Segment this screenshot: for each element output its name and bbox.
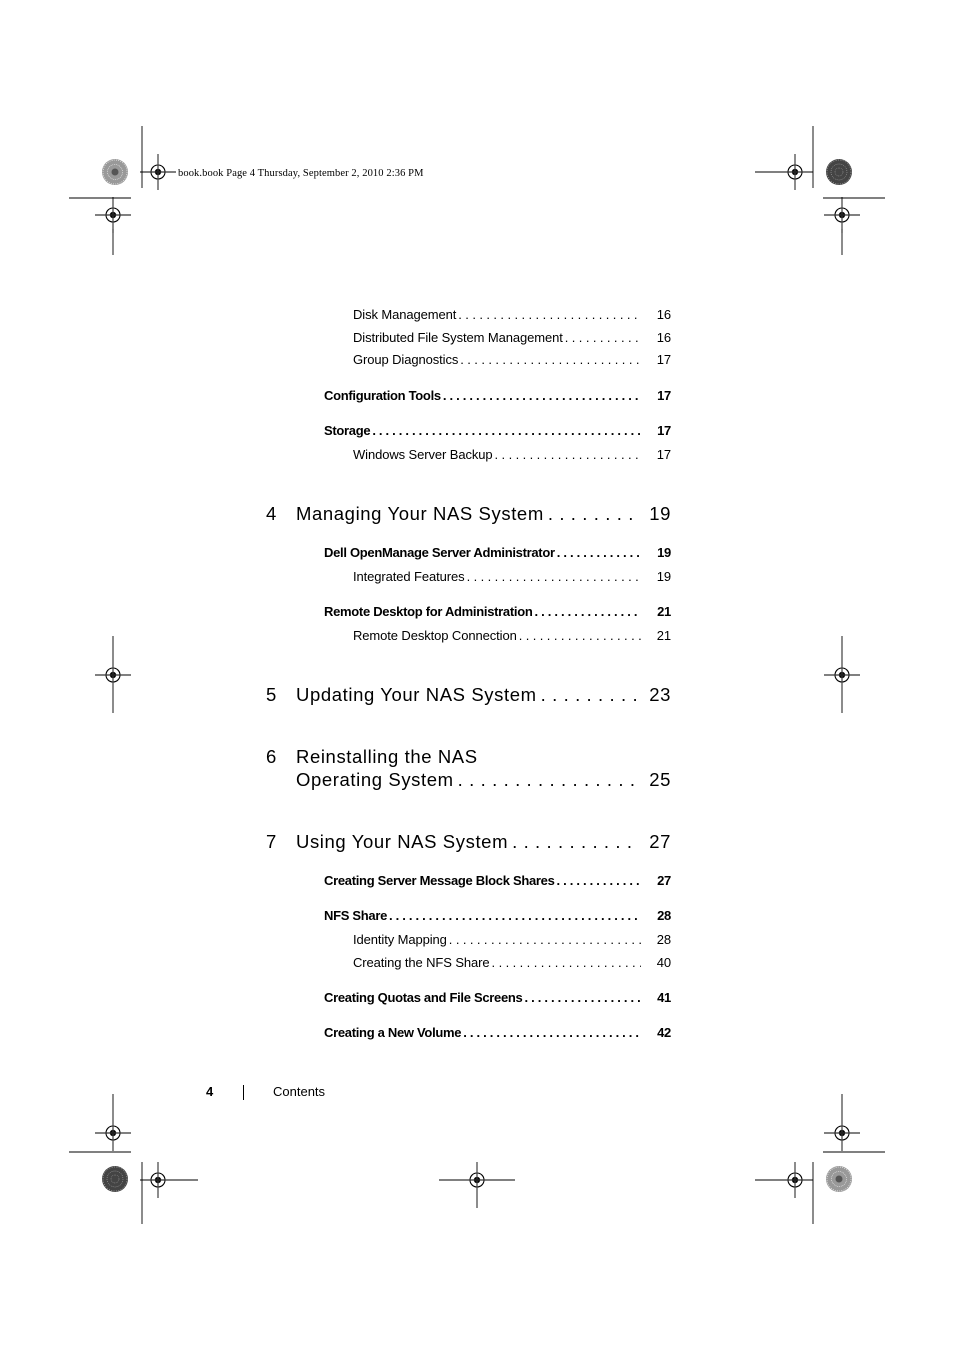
chapter-page: 25 <box>649 769 671 790</box>
dot-leader <box>557 873 641 888</box>
registration-mark-icon <box>95 197 131 233</box>
star-target-icon <box>102 159 128 185</box>
toc-entry-page: 42 <box>657 1025 671 1040</box>
toc-entry-page: 28 <box>656 932 671 947</box>
registration-mark-icon <box>95 657 131 693</box>
toc-chapter-5[interactable] <box>266 684 671 706</box>
toc-chapter-6[interactable] <box>296 769 671 791</box>
toc-entry-page: 28 <box>657 908 671 923</box>
dot-leader <box>449 932 641 947</box>
chapter-title-line1[interactable]: Reinstalling the NAS <box>296 746 478 767</box>
dot-leader <box>492 955 641 970</box>
registration-mark-icon <box>824 197 860 233</box>
toc-entry-title: Creating a New Volume <box>324 1025 462 1040</box>
dot-leader <box>372 423 641 438</box>
dot-leader <box>443 388 641 403</box>
registration-mark-icon <box>95 1115 131 1151</box>
toc-entry-title: Storage <box>324 423 371 438</box>
dot-leader <box>458 769 637 791</box>
chapter-title: Updating Your NAS System <box>296 684 537 705</box>
toc-entry-title: Identity Mapping <box>353 932 447 947</box>
dot-leader <box>534 604 641 619</box>
toc-section-storage[interactable] <box>324 423 671 438</box>
chapter-number: 4 <box>266 503 277 524</box>
dot-leader <box>524 990 641 1005</box>
chapter-page: 23 <box>649 684 671 705</box>
toc-entry-page: 21 <box>656 628 671 643</box>
toc-entry-page: 40 <box>656 955 671 970</box>
toc-section-creating-new-volume[interactable] <box>324 1025 671 1040</box>
toc-entry-title: Windows Server Backup <box>353 447 493 462</box>
toc-entry-page: 17 <box>656 352 671 367</box>
toc-entry-page: 27 <box>657 873 671 888</box>
dot-leader <box>460 352 641 367</box>
crop-mark-top-left <box>69 126 142 198</box>
registration-mark-icon <box>824 1115 860 1151</box>
toc-section-creating-quotas[interactable] <box>324 990 671 1005</box>
dot-leader <box>458 307 641 322</box>
star-target-icon <box>826 1166 852 1192</box>
toc-entry-title: Creating the NFS Share <box>353 955 490 970</box>
toc-entry-title: Configuration Tools <box>324 388 441 403</box>
registration-mark-icon <box>777 154 813 190</box>
dot-leader <box>463 1025 641 1040</box>
toc-section-creating-smb-shares[interactable] <box>324 873 671 888</box>
toc-entry-title: Integrated Features <box>353 569 465 584</box>
toc-entry-title: Dell OpenManage Server Administrator <box>324 545 555 560</box>
dot-leader <box>512 831 637 853</box>
toc-entry-page: 16 <box>656 307 671 322</box>
dot-leader <box>541 684 637 706</box>
registration-mark-icon <box>777 1162 813 1198</box>
chapter-title: Using Your NAS System <box>296 831 509 852</box>
toc-section-nfs-share[interactable] <box>324 908 671 923</box>
toc-chapter-4[interactable] <box>266 503 671 525</box>
chapter-title-line2: Operating System <box>296 769 454 790</box>
toc-entry-dfs-management[interactable] <box>353 330 671 345</box>
toc-entry-page: 41 <box>657 990 671 1005</box>
toc-section-configuration-tools[interactable] <box>324 388 671 403</box>
toc-entry-title: Distributed File System Management <box>353 330 563 345</box>
dot-leader <box>565 330 641 345</box>
footer-page-number: 4 <box>206 1084 214 1099</box>
crop-mark-top-right <box>813 126 885 198</box>
toc-entry-title: Remote Desktop for Administration <box>324 604 533 619</box>
registration-mark-icon <box>140 154 176 190</box>
chapter-page: 27 <box>649 831 671 852</box>
dot-leader <box>557 545 641 560</box>
toc-entry-page: 16 <box>656 330 671 345</box>
toc-entry-identity-mapping[interactable] <box>353 932 671 947</box>
star-target-icon <box>826 159 852 185</box>
print-slug: book.book Page 4 Thursday, September 2, 2010 2:36 PM <box>178 168 424 179</box>
toc-entry-title: Creating Quotas and File Screens <box>324 990 523 1005</box>
toc-entry-page: 17 <box>656 447 671 462</box>
toc-entry-page: 17 <box>657 388 671 403</box>
toc-entry-title: Remote Desktop Connection <box>353 628 517 643</box>
toc-chapter-7[interactable] <box>266 831 671 853</box>
toc-entry-page: 19 <box>657 545 671 560</box>
toc-entry-page: 19 <box>656 569 671 584</box>
chapter-number: 6 <box>266 746 277 767</box>
toc-entry-page: 21 <box>657 604 671 619</box>
registration-mark-icon <box>140 1162 176 1198</box>
toc-entry-disk-management[interactable] <box>353 307 671 322</box>
toc-entry-title: Creating Server Message Block Shares <box>324 873 555 888</box>
star-target-icon <box>102 1166 128 1192</box>
crop-mark-bottom-left <box>69 1152 142 1224</box>
dot-leader <box>548 503 637 525</box>
toc-section-remote-desktop-admin[interactable] <box>324 604 671 619</box>
toc-section-dell-openmanage[interactable] <box>324 545 671 560</box>
dot-leader <box>519 628 641 643</box>
toc-entry-title: Disk Management <box>353 307 457 322</box>
toc-entry-windows-server-backup[interactable] <box>353 447 671 462</box>
dot-leader <box>389 908 641 923</box>
toc-entry-title: Group Diagnostics <box>353 352 459 367</box>
dot-leader <box>467 569 641 584</box>
chapter-title: Managing Your NAS System <box>296 503 544 524</box>
chapter-number: 7 <box>266 831 277 852</box>
toc-entry-group-diagnostics[interactable] <box>353 352 671 367</box>
toc-entry-remote-desktop-connection[interactable] <box>353 628 671 643</box>
crop-mark-bottom-right <box>813 1152 885 1224</box>
toc-entry-creating-nfs-share[interactable] <box>353 955 671 970</box>
chapter-page: 19 <box>649 503 671 524</box>
chapter-number: 5 <box>266 684 277 705</box>
registration-mark-icon <box>824 657 860 693</box>
toc-entry-title: NFS Share <box>324 908 388 923</box>
toc-entry-integrated-features[interactable] <box>353 569 671 584</box>
footer-divider <box>243 1085 244 1100</box>
dot-leader <box>495 447 641 462</box>
registration-mark-icon <box>459 1162 495 1198</box>
footer-section-label: Contents <box>273 1084 326 1099</box>
toc-entry-page: 17 <box>657 423 671 438</box>
